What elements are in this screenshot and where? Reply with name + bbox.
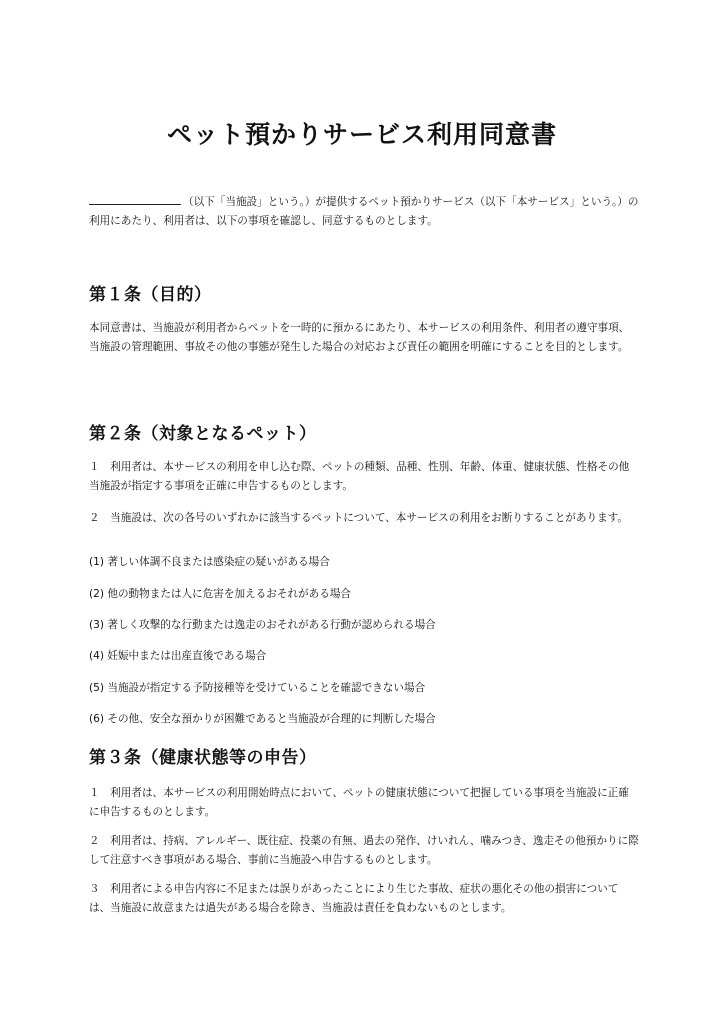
article3-paragraph-2: ２ 利用者は、持病、アレルギー、既往症、投薬の有無、過去の発作、けいれん、噛みつき、逸走その他預かりに際して注意すべき事項がある場合、事前に当施設へ申告するものとします。	[89, 835, 639, 866]
article2-item-2: (2) 他の動物または人に危害を加えるおそれがある場合	[89, 588, 352, 600]
article2-item-4: (4) 妊娠中または出産直後である場合	[89, 650, 267, 662]
article2-item-5: (5) 当施設が指定する予防接種等を受けていることを確認できない場合	[89, 682, 426, 694]
intro-paragraph	[89, 193, 639, 231]
document-title: ペット預かりサービス利用同意書	[166, 120, 557, 149]
article2-heading: 第２条（対象となるペット）	[89, 424, 317, 444]
article3-paragraph-3: ３ 利用者による申告内容に不足または誤りがあったことにより生じた事故、症状の悪化その他の損害については、当施設に故意または過失がある場合を除き、当施設は責任を負わないものとします。	[89, 883, 619, 914]
article2-item-1: (1) 著しい体調不良または感染症の疑いがある場合	[89, 556, 330, 568]
article1-heading: 第１条（目的）	[89, 285, 212, 305]
article3-heading: 第３条（健康状態等の申告）	[89, 748, 317, 768]
article2-paragraph-1: １ 利用者は、本サービスの利用を申し込む際、ペットの種類、品種、性別、年齢、体重、健康状態、性格その他当施設が指定する事項を正確に申告するものとします。	[89, 461, 630, 492]
facility-name-blank	[89, 193, 181, 205]
article2-paragraph-2: ２ 当施設は、次の各号のいずれかに該当するペットについて、本サービスの利用をお断りすることがあります。	[89, 512, 629, 524]
article2-item-6: (6) その他、安全な預かりが困難であると当施設が合理的に判断した場合	[89, 713, 436, 725]
article3-paragraph-1: １ 利用者は、本サービスの利用開始時点において、ペットの健康状態について把握している事項を当施設に正確に申告するものとします。	[89, 787, 629, 818]
intro-text: （以下「当施設」という。）が提供するペット預かりサービス（以下「本サービス」という。）の利用にあたり、利用者は、以下の事項を確認し、同意するものとします。	[89, 196, 639, 227]
article2-item-3: (3) 著しく攻撃的な行動または逸走のおそれがある行動が認められる場合	[89, 619, 436, 631]
article1-body: 本同意書は、当施設が利用者からペットを一時的に預かるにあたり、本サービスの利用条件、利用者の遵守事項、当施設の管理範囲、事故その他の事態が発生した場合の対応および責任の範囲を明確にすることを目的とします。	[89, 322, 630, 353]
